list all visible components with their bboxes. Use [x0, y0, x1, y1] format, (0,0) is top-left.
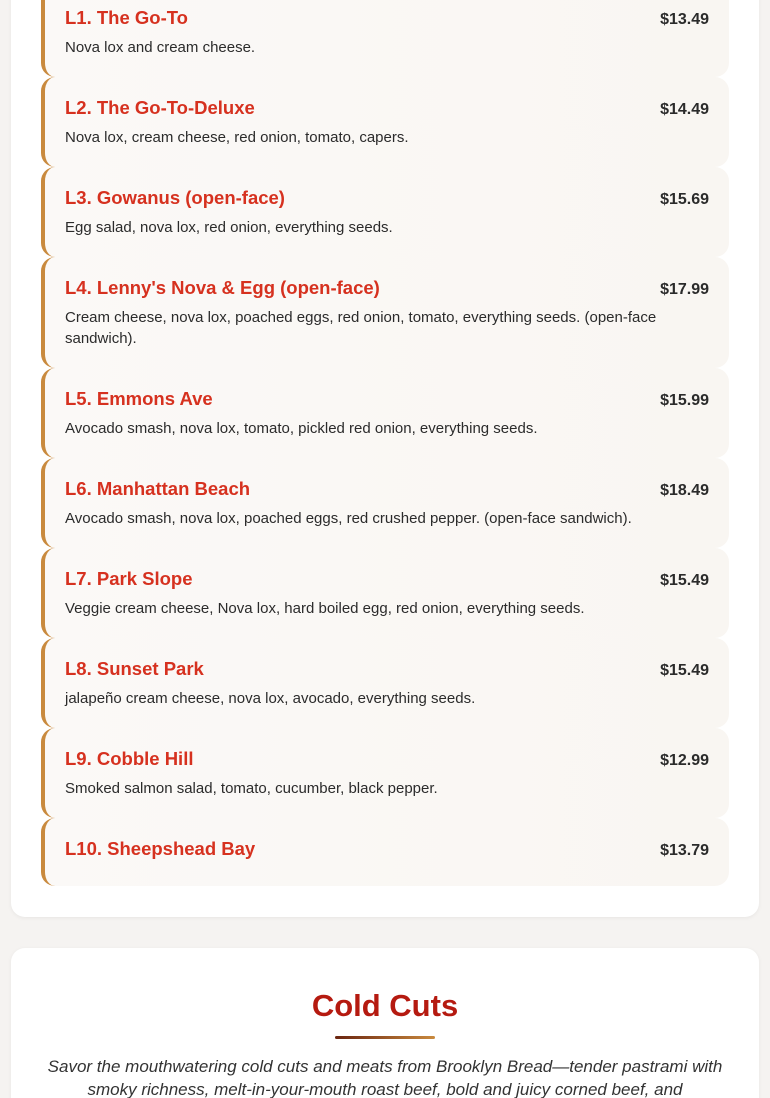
menu-item-price: $15.99: [660, 392, 709, 409]
menu-item[interactable]: [41, 257, 729, 368]
menu-item-price: $13.49: [660, 11, 709, 28]
menu-item-price: $12.99: [660, 752, 709, 769]
menu-item-description: Avocado smash, nova lox, poached eggs, red crushed pepper. (open-face sandwich).: [65, 510, 632, 527]
menu-item-price: $15.49: [660, 662, 709, 679]
menu-item-name: L2. The Go-To-Deluxe: [65, 97, 255, 118]
menu-item[interactable]: [41, 77, 729, 167]
menu-item-name: L5. Emmons Ave: [65, 388, 213, 409]
menu-item-description: Avocado smash, nova lox, tomato, pickled red onion, everything seeds.: [65, 420, 538, 437]
menu-item-name: L9. Cobble Hill: [65, 748, 194, 769]
menu-item[interactable]: [41, 638, 729, 728]
menu-item-name: L3. Gowanus (open-face): [65, 187, 285, 208]
section-divider: [335, 1036, 435, 1039]
menu-item[interactable]: [41, 0, 729, 77]
menu-item-description: jalapeño cream cheese, nova lox, avocado, everything seeds.: [65, 690, 476, 707]
menu-item-description: Egg salad, nova lox, red onion, everything seeds.: [65, 219, 393, 236]
menu-item-price: $13.79: [660, 842, 709, 859]
menu-item-description: Veggie cream cheese, Nova lox, hard boiled egg, red onion, everything seeds.: [65, 600, 585, 617]
menu-item[interactable]: [41, 458, 729, 548]
menu-item-name: L4. Lenny's Nova & Egg (open-face): [65, 277, 380, 298]
menu-item[interactable]: [41, 368, 729, 458]
menu-item[interactable]: [41, 548, 729, 638]
menu-item-price: $17.99: [660, 281, 709, 298]
menu-item[interactable]: [41, 167, 729, 257]
cold-cuts-section: [11, 948, 759, 1098]
menu-item-price: $18.49: [660, 482, 709, 499]
menu-item-price: $14.49: [660, 101, 709, 118]
menu-item-name: L8. Sunset Park: [65, 658, 204, 679]
menu-item-description: Smoked salmon salad, tomato, cucumber, black pepper.: [65, 780, 438, 797]
section-intro: Savor the mouthwatering cold cuts and meats from Brooklyn Bread—tender pastrami with smoky richness, melt-in-your-mouth roast beef, bold and juicy corned beef, and: [47, 1057, 723, 1098]
section-title: Cold Cuts: [311, 988, 459, 1023]
menu-item[interactable]: [41, 728, 729, 818]
menu-item-price: $15.49: [660, 572, 709, 589]
menu-item-description: Nova lox and cream cheese.: [65, 39, 256, 56]
lox-menu-card: [11, 0, 759, 917]
menu-item-price: $15.69: [660, 191, 709, 208]
menu-item-name: L10. Sheepshead Bay: [65, 838, 256, 859]
menu-item-name: L6. Manhattan Beach: [65, 478, 251, 499]
menu-item-name: L1. The Go-To: [65, 7, 188, 28]
menu-item-description: Cream cheese, nova lox, poached eggs, red onion, tomato, everything seeds. (open-face sandwich).: [65, 309, 657, 347]
menu-item-name: L7. Park Slope: [65, 568, 193, 589]
menu-item[interactable]: [41, 818, 729, 886]
menu-item-description: Nova lox, cream cheese, red onion, tomato, capers.: [65, 129, 409, 146]
